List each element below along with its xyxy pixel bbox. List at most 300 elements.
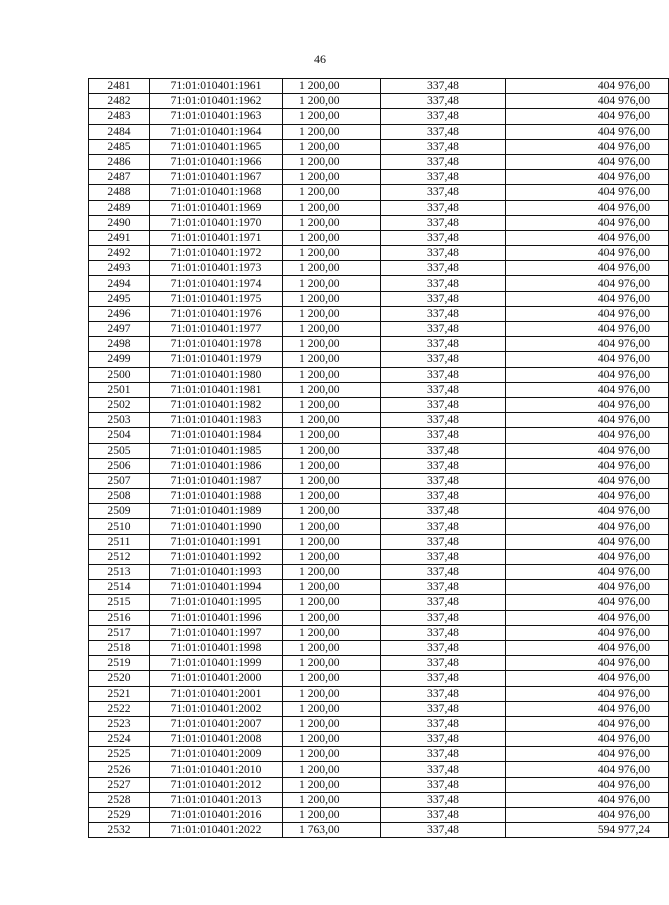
specific-value-cell: 337,48: [381, 732, 506, 747]
row-number-cell: 2506: [89, 458, 150, 473]
specific-value-cell: 337,48: [381, 610, 506, 625]
cadastral-number-cell: 71:01:010401:2010: [150, 762, 283, 777]
cadastral-number-cell: 71:01:010401:1990: [150, 519, 283, 534]
area-cell: 1 200,00: [283, 413, 381, 428]
area-cell: 1 200,00: [283, 625, 381, 640]
specific-value-cell: 337,48: [381, 473, 506, 488]
row-number-cell: 2488: [89, 185, 150, 200]
cadastral-number-cell: 71:01:010401:1981: [150, 382, 283, 397]
cadastral-value-cell: 404 976,00: [506, 94, 669, 109]
cadastral-value-cell: 404 976,00: [506, 656, 669, 671]
cadastral-value-cell: 404 976,00: [506, 777, 669, 792]
area-cell: 1 200,00: [283, 109, 381, 124]
row-number-cell: 2532: [89, 823, 150, 838]
area-cell: 1 200,00: [283, 443, 381, 458]
table-row: [89, 504, 669, 519]
specific-value-cell: 337,48: [381, 640, 506, 655]
table-row: [89, 79, 669, 94]
table-body: [89, 79, 669, 838]
specific-value-cell: 337,48: [381, 656, 506, 671]
cadastral-number-cell: 71:01:010401:2009: [150, 747, 283, 762]
row-number-cell: 2511: [89, 534, 150, 549]
row-number-cell: 2483: [89, 109, 150, 124]
cadastral-number-cell: 71:01:010401:1998: [150, 640, 283, 655]
table-row: [89, 124, 669, 139]
area-cell: 1 200,00: [283, 747, 381, 762]
cadastral-value-cell: 404 976,00: [506, 610, 669, 625]
area-cell: 1 200,00: [283, 185, 381, 200]
row-number-cell: 2486: [89, 154, 150, 169]
row-number-cell: 2520: [89, 671, 150, 686]
cadastral-number-cell: 71:01:010401:1970: [150, 215, 283, 230]
row-number-cell: 2524: [89, 732, 150, 747]
specific-value-cell: 337,48: [381, 261, 506, 276]
cadastral-number-cell: 71:01:010401:2008: [150, 732, 283, 747]
area-cell: 1 200,00: [283, 489, 381, 504]
land-plot-table: [88, 78, 669, 838]
specific-value-cell: 337,48: [381, 580, 506, 595]
page-number: 46: [314, 52, 326, 66]
cadastral-number-cell: 71:01:010401:1968: [150, 185, 283, 200]
area-cell: 1 200,00: [283, 549, 381, 564]
row-number-cell: 2493: [89, 261, 150, 276]
cadastral-value-cell: 404 976,00: [506, 549, 669, 564]
table-row: [89, 716, 669, 731]
specific-value-cell: 337,48: [381, 808, 506, 823]
area-cell: 1 200,00: [283, 580, 381, 595]
specific-value-cell: 337,48: [381, 428, 506, 443]
cadastral-number-cell: 71:01:010401:2013: [150, 792, 283, 807]
row-number-cell: 2489: [89, 200, 150, 215]
specific-value-cell: 337,48: [381, 124, 506, 139]
cadastral-value-cell: 404 976,00: [506, 732, 669, 747]
specific-value-cell: 337,48: [381, 686, 506, 701]
specific-value-cell: 337,48: [381, 276, 506, 291]
cadastral-value-cell: 404 976,00: [506, 671, 669, 686]
cadastral-value-cell: 404 976,00: [506, 792, 669, 807]
specific-value-cell: 337,48: [381, 322, 506, 337]
area-cell: 1 200,00: [283, 170, 381, 185]
row-number-cell: 2498: [89, 337, 150, 352]
row-number-cell: 2504: [89, 428, 150, 443]
area-cell: 1 200,00: [283, 382, 381, 397]
cadastral-number-cell: 71:01:010401:1991: [150, 534, 283, 549]
specific-value-cell: 337,48: [381, 291, 506, 306]
cadastral-number-cell: 71:01:010401:1997: [150, 625, 283, 640]
row-number-cell: 2485: [89, 139, 150, 154]
cadastral-number-cell: 71:01:010401:2016: [150, 808, 283, 823]
cadastral-value-cell: 404 976,00: [506, 170, 669, 185]
table-row: [89, 352, 669, 367]
row-number-cell: 2500: [89, 367, 150, 382]
row-number-cell: 2522: [89, 701, 150, 716]
cadastral-value-cell: 404 976,00: [506, 276, 669, 291]
cadastral-value-cell: 404 976,00: [506, 352, 669, 367]
cadastral-number-cell: 71:01:010401:1961: [150, 79, 283, 94]
row-number-cell: 2521: [89, 686, 150, 701]
area-cell: 1 200,00: [283, 701, 381, 716]
specific-value-cell: 337,48: [381, 139, 506, 154]
cadastral-value-cell: 404 976,00: [506, 337, 669, 352]
cadastral-number-cell: 71:01:010401:1988: [150, 489, 283, 504]
cadastral-number-cell: 71:01:010401:1974: [150, 276, 283, 291]
specific-value-cell: 337,48: [381, 792, 506, 807]
row-number-cell: 2484: [89, 124, 150, 139]
row-number-cell: 2502: [89, 397, 150, 412]
specific-value-cell: 337,48: [381, 534, 506, 549]
cadastral-value-cell: 404 976,00: [506, 428, 669, 443]
cadastral-number-cell: 71:01:010401:1995: [150, 595, 283, 610]
specific-value-cell: 337,48: [381, 79, 506, 94]
row-number-cell: 2529: [89, 808, 150, 823]
table-row: [89, 428, 669, 443]
cadastral-value-cell: 404 976,00: [506, 625, 669, 640]
cadastral-value-cell: 404 976,00: [506, 139, 669, 154]
area-cell: 1 200,00: [283, 200, 381, 215]
area-cell: 1 200,00: [283, 397, 381, 412]
cadastral-value-cell: 404 976,00: [506, 200, 669, 215]
table-row: [89, 595, 669, 610]
specific-value-cell: 337,48: [381, 489, 506, 504]
table-row: [89, 549, 669, 564]
cadastral-number-cell: 71:01:010401:1986: [150, 458, 283, 473]
area-cell: 1 200,00: [283, 230, 381, 245]
table-row: [89, 291, 669, 306]
cadastral-number-cell: 71:01:010401:1983: [150, 413, 283, 428]
row-number-cell: 2507: [89, 473, 150, 488]
cadastral-value-cell: 404 976,00: [506, 215, 669, 230]
specific-value-cell: 337,48: [381, 170, 506, 185]
cadastral-number-cell: 71:01:010401:1999: [150, 656, 283, 671]
table-row: [89, 640, 669, 655]
specific-value-cell: 337,48: [381, 215, 506, 230]
cadastral-value-cell: 404 976,00: [506, 367, 669, 382]
table-row: [89, 185, 669, 200]
area-cell: 1 200,00: [283, 458, 381, 473]
cadastral-number-cell: 71:01:010401:1963: [150, 109, 283, 124]
table-row: [89, 413, 669, 428]
row-number-cell: 2481: [89, 79, 150, 94]
table-row: [89, 276, 669, 291]
cadastral-value-cell: 404 976,00: [506, 322, 669, 337]
cadastral-value-cell: 404 976,00: [506, 458, 669, 473]
area-cell: 1 200,00: [283, 792, 381, 807]
specific-value-cell: 337,48: [381, 94, 506, 109]
cadastral-number-cell: 71:01:010401:1993: [150, 565, 283, 580]
table-row: [89, 261, 669, 276]
cadastral-number-cell: 71:01:010401:1982: [150, 397, 283, 412]
cadastral-value-cell: 594 977,24: [506, 823, 669, 838]
cadastral-value-cell: 404 976,00: [506, 246, 669, 261]
specific-value-cell: 337,48: [381, 230, 506, 245]
area-cell: 1 200,00: [283, 124, 381, 139]
cadastral-number-cell: 71:01:010401:2000: [150, 671, 283, 686]
cadastral-value-cell: 404 976,00: [506, 747, 669, 762]
specific-value-cell: 337,48: [381, 823, 506, 838]
row-number-cell: 2505: [89, 443, 150, 458]
cadastral-value-cell: 404 976,00: [506, 762, 669, 777]
table-row: [89, 246, 669, 261]
area-cell: 1 200,00: [283, 306, 381, 321]
cadastral-number-cell: 71:01:010401:1975: [150, 291, 283, 306]
cadastral-value-cell: 404 976,00: [506, 413, 669, 428]
cadastral-value-cell: 404 976,00: [506, 489, 669, 504]
area-cell: 1 200,00: [283, 504, 381, 519]
row-number-cell: 2517: [89, 625, 150, 640]
cadastral-number-cell: 71:01:010401:1973: [150, 261, 283, 276]
area-cell: 1 200,00: [283, 565, 381, 580]
cadastral-number-cell: 71:01:010401:1972: [150, 246, 283, 261]
table-row: [89, 200, 669, 215]
cadastral-value-cell: 404 976,00: [506, 261, 669, 276]
row-number-cell: 2495: [89, 291, 150, 306]
table-row: [89, 747, 669, 762]
cadastral-value-cell: 404 976,00: [506, 504, 669, 519]
row-number-cell: 2519: [89, 656, 150, 671]
cadastral-value-cell: 404 976,00: [506, 397, 669, 412]
row-number-cell: 2527: [89, 777, 150, 792]
cadastral-value-cell: 404 976,00: [506, 124, 669, 139]
area-cell: 1 200,00: [283, 534, 381, 549]
specific-value-cell: 337,48: [381, 397, 506, 412]
row-number-cell: 2512: [89, 549, 150, 564]
table-row: [89, 473, 669, 488]
table-row: [89, 154, 669, 169]
specific-value-cell: 337,48: [381, 671, 506, 686]
specific-value-cell: 337,48: [381, 200, 506, 215]
cadastral-value-cell: 404 976,00: [506, 291, 669, 306]
specific-value-cell: 337,48: [381, 352, 506, 367]
cadastral-value-cell: 404 976,00: [506, 443, 669, 458]
specific-value-cell: 337,48: [381, 109, 506, 124]
table-row: [89, 580, 669, 595]
row-number-cell: 2523: [89, 716, 150, 731]
table-row: [89, 519, 669, 534]
cadastral-number-cell: 71:01:010401:1966: [150, 154, 283, 169]
specific-value-cell: 337,48: [381, 306, 506, 321]
cadastral-number-cell: 71:01:010401:1962: [150, 94, 283, 109]
cadastral-value-cell: 404 976,00: [506, 716, 669, 731]
cadastral-number-cell: 71:01:010401:2022: [150, 823, 283, 838]
area-cell: 1 200,00: [283, 762, 381, 777]
row-number-cell: 2509: [89, 504, 150, 519]
cadastral-value-cell: 404 976,00: [506, 701, 669, 716]
cadastral-number-cell: 71:01:010401:1980: [150, 367, 283, 382]
specific-value-cell: 337,48: [381, 337, 506, 352]
area-cell: 1 200,00: [283, 428, 381, 443]
table-row: [89, 458, 669, 473]
row-number-cell: 2487: [89, 170, 150, 185]
area-cell: 1 200,00: [283, 671, 381, 686]
cadastral-number-cell: 71:01:010401:2012: [150, 777, 283, 792]
cadastral-number-cell: 71:01:010401:2001: [150, 686, 283, 701]
area-cell: 1 200,00: [283, 154, 381, 169]
cadastral-value-cell: 404 976,00: [506, 473, 669, 488]
specific-value-cell: 337,48: [381, 549, 506, 564]
row-number-cell: 2496: [89, 306, 150, 321]
cadastral-number-cell: 71:01:010401:1984: [150, 428, 283, 443]
table-row: [89, 109, 669, 124]
specific-value-cell: 337,48: [381, 246, 506, 261]
table-row: [89, 215, 669, 230]
table-row: [89, 732, 669, 747]
specific-value-cell: 337,48: [381, 367, 506, 382]
specific-value-cell: 337,48: [381, 504, 506, 519]
specific-value-cell: 337,48: [381, 519, 506, 534]
specific-value-cell: 337,48: [381, 154, 506, 169]
specific-value-cell: 337,48: [381, 747, 506, 762]
area-cell: 1 763,00: [283, 823, 381, 838]
table-row: [89, 382, 669, 397]
specific-value-cell: 337,48: [381, 413, 506, 428]
specific-value-cell: 337,48: [381, 458, 506, 473]
area-cell: 1 200,00: [283, 291, 381, 306]
table-row: [89, 792, 669, 807]
specific-value-cell: 337,48: [381, 625, 506, 640]
cadastral-number-cell: 71:01:010401:1987: [150, 473, 283, 488]
table-row: [89, 565, 669, 580]
specific-value-cell: 337,48: [381, 716, 506, 731]
area-cell: 1 200,00: [283, 139, 381, 154]
row-number-cell: 2482: [89, 94, 150, 109]
table-row: [89, 367, 669, 382]
area-cell: 1 200,00: [283, 777, 381, 792]
area-cell: 1 200,00: [283, 732, 381, 747]
cadastral-value-cell: 404 976,00: [506, 185, 669, 200]
area-cell: 1 200,00: [283, 473, 381, 488]
cadastral-value-cell: 404 976,00: [506, 79, 669, 94]
cadastral-number-cell: 71:01:010401:1996: [150, 610, 283, 625]
specific-value-cell: 337,48: [381, 762, 506, 777]
cadastral-number-cell: 71:01:010401:1969: [150, 200, 283, 215]
table-row: [89, 610, 669, 625]
cadastral-value-cell: 404 976,00: [506, 534, 669, 549]
cadastral-value-cell: 404 976,00: [506, 154, 669, 169]
cadastral-number-cell: 71:01:010401:2002: [150, 701, 283, 716]
cadastral-value-cell: 404 976,00: [506, 306, 669, 321]
area-cell: 1 200,00: [283, 276, 381, 291]
row-number-cell: 2508: [89, 489, 150, 504]
cadastral-number-cell: 71:01:010401:1989: [150, 504, 283, 519]
row-number-cell: 2526: [89, 762, 150, 777]
table-row: [89, 762, 669, 777]
cadastral-value-cell: 404 976,00: [506, 382, 669, 397]
area-cell: 1 200,00: [283, 367, 381, 382]
table-row: [89, 656, 669, 671]
area-cell: 1 200,00: [283, 246, 381, 261]
cadastral-value-cell: 404 976,00: [506, 686, 669, 701]
row-number-cell: 2491: [89, 230, 150, 245]
row-number-cell: 2518: [89, 640, 150, 655]
row-number-cell: 2515: [89, 595, 150, 610]
area-cell: 1 200,00: [283, 716, 381, 731]
table-row: [89, 671, 669, 686]
area-cell: 1 200,00: [283, 640, 381, 655]
area-cell: 1 200,00: [283, 215, 381, 230]
cadastral-number-cell: 71:01:010401:1971: [150, 230, 283, 245]
row-number-cell: 2501: [89, 382, 150, 397]
specific-value-cell: 337,48: [381, 595, 506, 610]
cadastral-number-cell: 71:01:010401:1985: [150, 443, 283, 458]
table-row: [89, 322, 669, 337]
row-number-cell: 2503: [89, 413, 150, 428]
cadastral-number-cell: 71:01:010401:1977: [150, 322, 283, 337]
table-row: [89, 777, 669, 792]
table-row: [89, 625, 669, 640]
row-number-cell: 2499: [89, 352, 150, 367]
area-cell: 1 200,00: [283, 322, 381, 337]
row-number-cell: 2490: [89, 215, 150, 230]
area-cell: 1 200,00: [283, 610, 381, 625]
area-cell: 1 200,00: [283, 94, 381, 109]
table-row: [89, 306, 669, 321]
area-cell: 1 200,00: [283, 656, 381, 671]
cadastral-value-cell: 404 976,00: [506, 640, 669, 655]
area-cell: 1 200,00: [283, 79, 381, 94]
cadastral-number-cell: 71:01:010401:1979: [150, 352, 283, 367]
table-row: [89, 230, 669, 245]
cadastral-number-cell: 71:01:010401:1994: [150, 580, 283, 595]
cadastral-number-cell: 71:01:010401:1964: [150, 124, 283, 139]
area-cell: 1 200,00: [283, 352, 381, 367]
table-row: [89, 170, 669, 185]
specific-value-cell: 337,48: [381, 382, 506, 397]
specific-value-cell: 337,48: [381, 443, 506, 458]
table-row: [89, 823, 669, 838]
row-number-cell: 2514: [89, 580, 150, 595]
cadastral-number-cell: 71:01:010401:1978: [150, 337, 283, 352]
row-number-cell: 2497: [89, 322, 150, 337]
cadastral-value-cell: 404 976,00: [506, 595, 669, 610]
area-cell: 1 200,00: [283, 519, 381, 534]
specific-value-cell: 337,48: [381, 185, 506, 200]
area-cell: 1 200,00: [283, 337, 381, 352]
cadastral-number-cell: 71:01:010401:1965: [150, 139, 283, 154]
row-number-cell: 2494: [89, 276, 150, 291]
row-number-cell: 2516: [89, 610, 150, 625]
cadastral-value-cell: 404 976,00: [506, 519, 669, 534]
table-row: [89, 139, 669, 154]
table-row: [89, 443, 669, 458]
cadastral-value-cell: 404 976,00: [506, 230, 669, 245]
table-row: [89, 489, 669, 504]
row-number-cell: 2528: [89, 792, 150, 807]
table-row: [89, 397, 669, 412]
specific-value-cell: 337,48: [381, 701, 506, 716]
table-row: [89, 808, 669, 823]
table-row: [89, 337, 669, 352]
area-cell: 1 200,00: [283, 595, 381, 610]
cadastral-value-cell: 404 976,00: [506, 808, 669, 823]
row-number-cell: 2513: [89, 565, 150, 580]
cadastral-number-cell: 71:01:010401:2007: [150, 716, 283, 731]
table-row: [89, 534, 669, 549]
specific-value-cell: 337,48: [381, 777, 506, 792]
cadastral-value-cell: 404 976,00: [506, 580, 669, 595]
table-row: [89, 686, 669, 701]
row-number-cell: 2510: [89, 519, 150, 534]
row-number-cell: 2525: [89, 747, 150, 762]
specific-value-cell: 337,48: [381, 565, 506, 580]
cadastral-number-cell: 71:01:010401:1992: [150, 549, 283, 564]
table-row: [89, 94, 669, 109]
cadastral-number-cell: 71:01:010401:1976: [150, 306, 283, 321]
cadastral-number-cell: 71:01:010401:1967: [150, 170, 283, 185]
area-cell: 1 200,00: [283, 808, 381, 823]
area-cell: 1 200,00: [283, 686, 381, 701]
cadastral-value-cell: 404 976,00: [506, 565, 669, 580]
row-number-cell: 2492: [89, 246, 150, 261]
